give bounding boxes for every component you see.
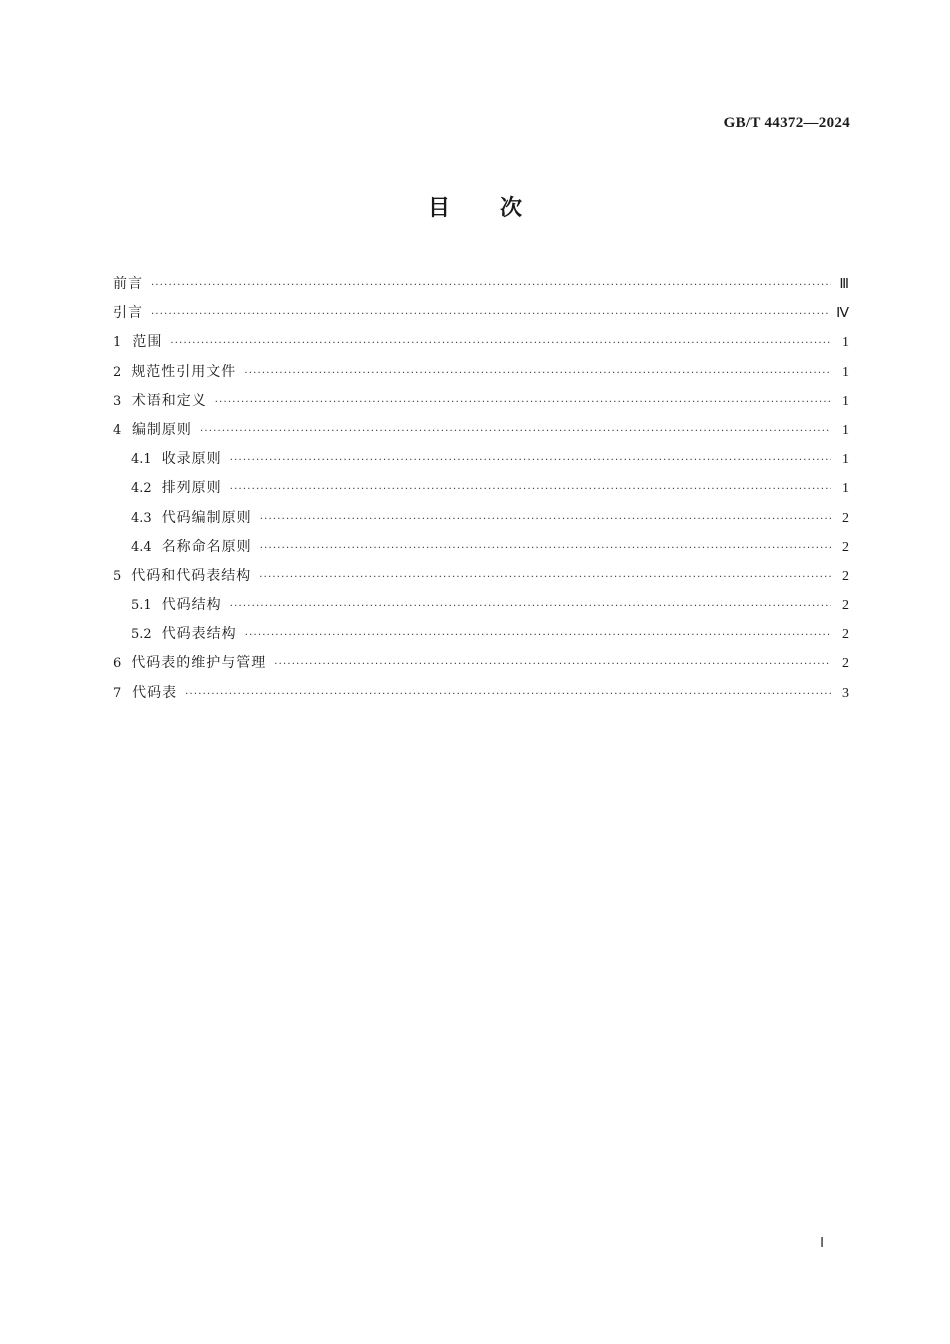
footer-page-number: Ⅰ	[820, 1236, 825, 1251]
toc-leader	[245, 621, 831, 650]
toc-leader	[151, 271, 831, 300]
toc-entry-4-2[interactable]	[113, 474, 849, 503]
table-of-contents	[113, 270, 849, 708]
toc-page-number: Ⅳ	[836, 306, 849, 322]
toc-number: 2	[113, 364, 122, 380]
toc-number: 5.2	[131, 627, 152, 643]
toc-leader	[185, 680, 831, 709]
toc-entry-5[interactable]	[113, 562, 849, 591]
toc-entry-7[interactable]	[113, 679, 849, 708]
title-char-1: 目	[427, 196, 450, 221]
toc-leader	[230, 446, 831, 475]
toc-title: 编制原则	[131, 421, 192, 438]
toc-number: 5.1	[131, 598, 152, 614]
toc-entry-introduction[interactable]	[113, 299, 849, 328]
toc-number: 3	[113, 393, 122, 409]
toc-title: 代码表	[132, 684, 178, 701]
toc-entry-2[interactable]	[113, 358, 849, 387]
toc-number: 4.2	[131, 481, 152, 497]
toc-leader	[260, 534, 831, 563]
toc-entry-4-4[interactable]	[113, 533, 849, 562]
toc-page-number: 1	[842, 452, 849, 468]
title-char-2: 次	[500, 196, 523, 221]
toc-leader	[230, 475, 831, 504]
toc-leader	[151, 300, 828, 329]
toc-number: 4.3	[131, 510, 152, 526]
toc-entry-6[interactable]	[113, 649, 849, 678]
toc-leader	[230, 592, 831, 621]
toc-page-number: 2	[842, 539, 849, 555]
toc-entry-3[interactable]	[113, 387, 849, 416]
toc-number: 5	[113, 568, 122, 584]
toc-number: 7	[113, 685, 122, 701]
toc-page-number: 1	[842, 335, 849, 351]
toc-entry-4-3[interactable]	[113, 504, 849, 533]
toc-page-number: 1	[842, 422, 849, 438]
toc-title: 代码结构	[161, 597, 222, 614]
toc-page-number: 2	[842, 656, 849, 672]
toc-entry-foreword[interactable]	[113, 270, 849, 299]
toc-title: 代码表结构	[161, 626, 237, 643]
toc-title: 代码表的维护与管理	[131, 655, 267, 672]
toc-entry-4-1[interactable]	[113, 445, 849, 474]
toc-leader	[274, 650, 831, 679]
toc-title: 范围	[132, 334, 163, 351]
page-title	[0, 193, 950, 225]
toc-number: 4.4	[131, 539, 152, 555]
toc-entry-5-1[interactable]	[113, 591, 849, 620]
toc-page-number: 1	[842, 393, 849, 409]
toc-leader	[244, 359, 831, 388]
toc-number: 6	[113, 656, 122, 672]
toc-page-number: 3	[842, 685, 849, 701]
toc-leader	[170, 329, 831, 358]
toc-title: 引言	[113, 305, 143, 322]
toc-page-number: 2	[842, 598, 849, 614]
toc-page-number: Ⅲ	[839, 277, 849, 292]
toc-number: 4	[113, 422, 122, 438]
toc-title: 术语和定义	[131, 392, 207, 409]
toc-number: 4.1	[131, 452, 152, 468]
toc-page-number: 2	[842, 510, 849, 526]
standard-code: GB/T 44372—2024	[723, 115, 850, 131]
toc-entry-1[interactable]	[113, 328, 849, 357]
toc-page-number: 1	[842, 364, 849, 380]
toc-page-number: 1	[842, 481, 849, 497]
toc-title: 前言	[113, 276, 143, 292]
toc-leader	[215, 388, 831, 417]
toc-leader	[260, 505, 831, 534]
toc-title: 排列原则	[161, 480, 222, 497]
toc-page-number: 2	[842, 568, 849, 584]
toc-entry-4[interactable]	[113, 416, 849, 445]
toc-entry-5-2[interactable]	[113, 620, 849, 649]
toc-leader	[200, 417, 831, 446]
toc-number: 1	[113, 335, 122, 351]
toc-title: 收录原则	[161, 451, 222, 468]
toc-title: 规范性引用文件	[131, 363, 237, 380]
toc-title: 名称命名原则	[161, 538, 252, 555]
toc-page-number: 2	[842, 627, 849, 643]
toc-title: 代码和代码表结构	[131, 567, 252, 584]
toc-leader	[259, 563, 831, 592]
toc-title: 代码编制原则	[161, 509, 252, 526]
